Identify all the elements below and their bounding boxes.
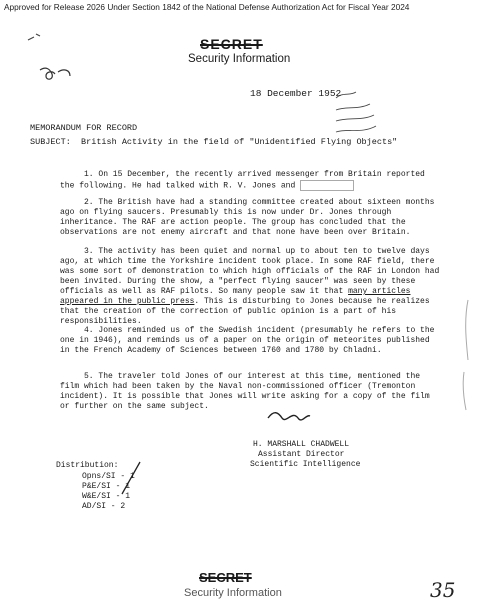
distribution-label: Distribution:	[56, 461, 119, 470]
paragraph-3-text-a: 3. The activity has been quiet and normal up to about ten to twelve days ago, at which time the Yorkshire incident took place. In some RAF field, there was some sort of demonstration to which high officials of the RAF in London had been invited. During the show, a "perfect flying saucer" was seen by these officials as well as RAF pilots. So many people saw it that	[60, 247, 440, 296]
classification-stamp-bottom: SECRET	[199, 570, 252, 585]
page-number: 35	[430, 578, 456, 602]
paragraph-4: 4. Jones reminded us of the Swedish incident (presumably he refers to the one in 1946), and reminds us of a paper on the origin of meteorites published in the French Academy of Sciences between 1760 and 1780 by Chladni.	[60, 326, 435, 355]
subject-line	[30, 137, 397, 147]
paragraph-1-text: 1. On 15 December, the recently arrived messenger from Britain reported the following. He had talked with R. V. Jones and	[60, 170, 425, 191]
signature-department: Scientific Intelligence	[250, 460, 361, 469]
subject-text: British Activity in the field of "Unidentified Flying Objects"	[81, 137, 398, 147]
security-information-bottom: Security Information	[184, 587, 282, 599]
signature-name: H. MARSHALL CHADWELL	[253, 440, 350, 449]
paragraph-3-text-b: . This is disturbing to Jones because he realizes that the creation of the correction of public opinion is a part of his responsibilities.	[60, 297, 430, 326]
classification-stamp-top: SECRET	[200, 36, 263, 52]
paragraph-2: 2. The British have had a standing committee created about sixteen months ago on flying saucers. Presumably this is now under Dr. Jones through inheritance. The RAF are action people. The group has concluded that the observations are not enemy aircraft and that none have been over Britain.	[60, 198, 435, 237]
memo-date: 18 December 1952	[250, 88, 342, 99]
distribution-item: P&E/SI - 1	[82, 482, 131, 491]
release-notice: Approved for Release 2026 Under Section 1842 of the National Defense Authorization Act for Fiscal Year 2024	[4, 2, 410, 12]
paragraph-3	[60, 247, 442, 327]
subject-label: SUBJECT:	[30, 137, 71, 147]
signature-title: Assistant Director	[258, 450, 345, 459]
memo-heading: MEMORANDUM FOR RECORD	[30, 123, 138, 133]
distribution-item: AD/SI - 2	[82, 502, 126, 511]
paragraph-3-underlined: many articles appeared in the public press	[60, 287, 411, 306]
security-information-top: Security Information	[188, 53, 291, 65]
paragraph-1	[60, 170, 442, 192]
redaction-box	[300, 180, 354, 191]
distribution-item: W&E/SI - 1	[82, 492, 131, 501]
paragraph-5: 5. The traveler told Jones of our interest at this time, mentioned the film which had been taken by the Naval non-commissioned officer (Tremonton incident). It is possible that Jones will write asking for a copy of the film or further on the same subject.	[60, 372, 430, 411]
distribution-item: Opns/SI - 1	[82, 472, 135, 481]
